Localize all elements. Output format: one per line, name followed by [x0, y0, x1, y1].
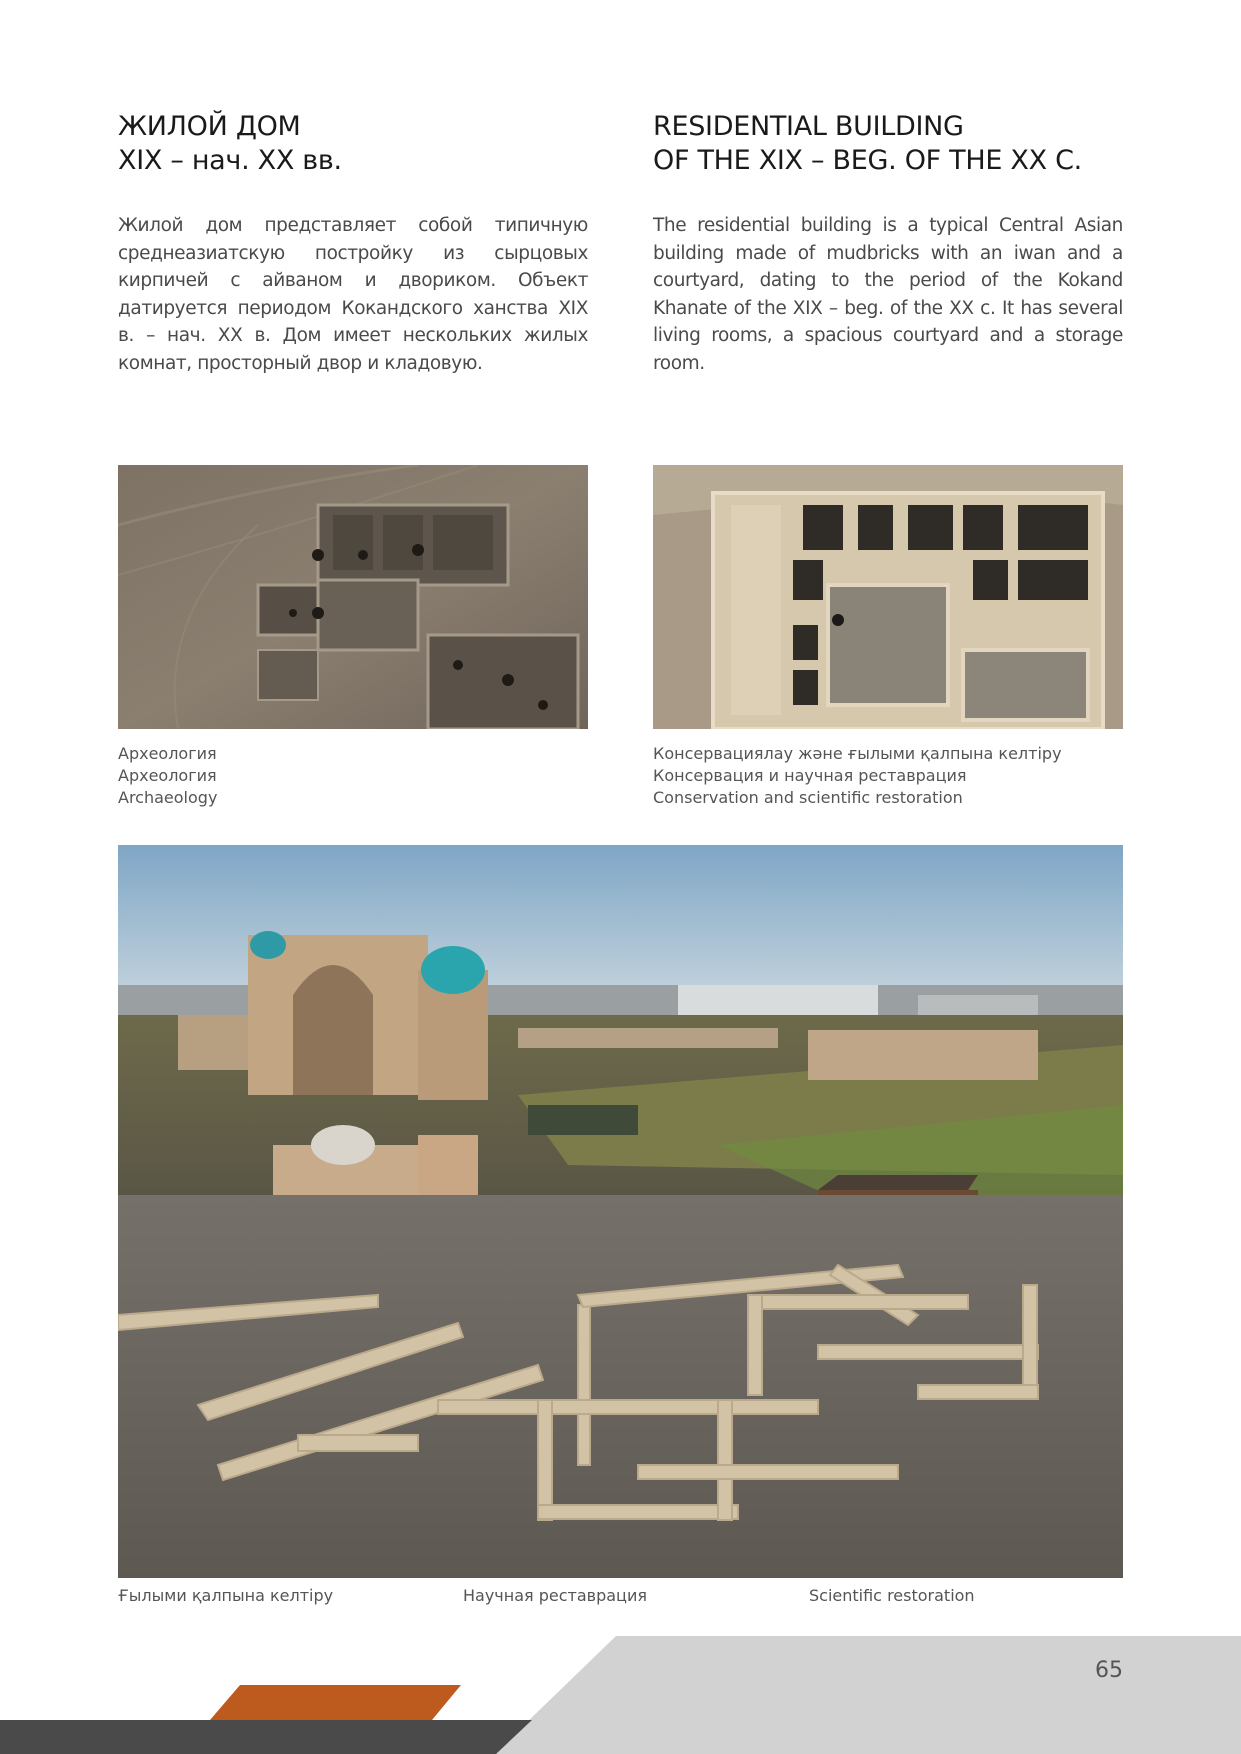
heading-russian	[118, 110, 588, 178]
footer-decoration	[0, 1630, 1241, 1754]
heading-english-line1: RESIDENTIAL BUILDING	[653, 111, 964, 142]
caption-panorama-russian: Научная реставрация	[463, 1586, 647, 1605]
heading-english-line2: OF THE XIX – BEG. OF THE XX C.	[653, 145, 1082, 176]
photo-archaeology-aerial	[118, 465, 588, 729]
footer-gray-band	[494, 1636, 1241, 1754]
footer-dark-band	[0, 1720, 532, 1754]
heading-russian-line2: XIX – нач. XX вв.	[118, 145, 342, 176]
body-text-russian: Жилой дом представляет собой типичную среднеазиатскую постройку из сырцовых кирпичей с айваном и двориком. Объект датируется периодом Кокандского ханства XIX в. – нач. XX в. Дом имеет нескольких жилых комнат, просторный двор и кладовую.	[118, 215, 588, 374]
caption-panorama-english: Scientific restoration	[809, 1586, 975, 1605]
photo-conservation-aerial	[653, 465, 1123, 729]
page-number: 65	[1095, 1658, 1123, 1683]
photo-restoration-panorama	[118, 845, 1123, 1578]
caption-panorama-kazakh: Ғылыми қалпына келтіру	[118, 1586, 334, 1605]
caption-conservation-kazakh: Консервациялау және ғылыми қалпына келтіру	[653, 744, 1062, 763]
caption-archaeology-russian: Археология	[118, 766, 217, 785]
caption-archaeology-kazakh: Археология	[118, 744, 217, 763]
caption-conservation	[653, 743, 1062, 809]
caption-archaeology-english: Archaeology	[118, 788, 218, 807]
footer-orange-accent	[210, 1685, 461, 1720]
body-text-english: The residential building is a typical Central Asian building made of mudbricks with an iwan and a courtyard, dating to the period of the Kokand Khanate of the XIX – beg. of the XX c. It has several living rooms, a spacious courtyard and a storage room.	[653, 215, 1123, 374]
heading-russian-line1: ЖИЛОЙ ДОМ	[118, 111, 301, 142]
heading-english	[653, 110, 1123, 178]
caption-conservation-russian: Консервация и научная реставрация	[653, 766, 967, 785]
caption-archaeology	[118, 743, 217, 809]
caption-conservation-english: Conservation and scientific restoration	[653, 788, 963, 807]
